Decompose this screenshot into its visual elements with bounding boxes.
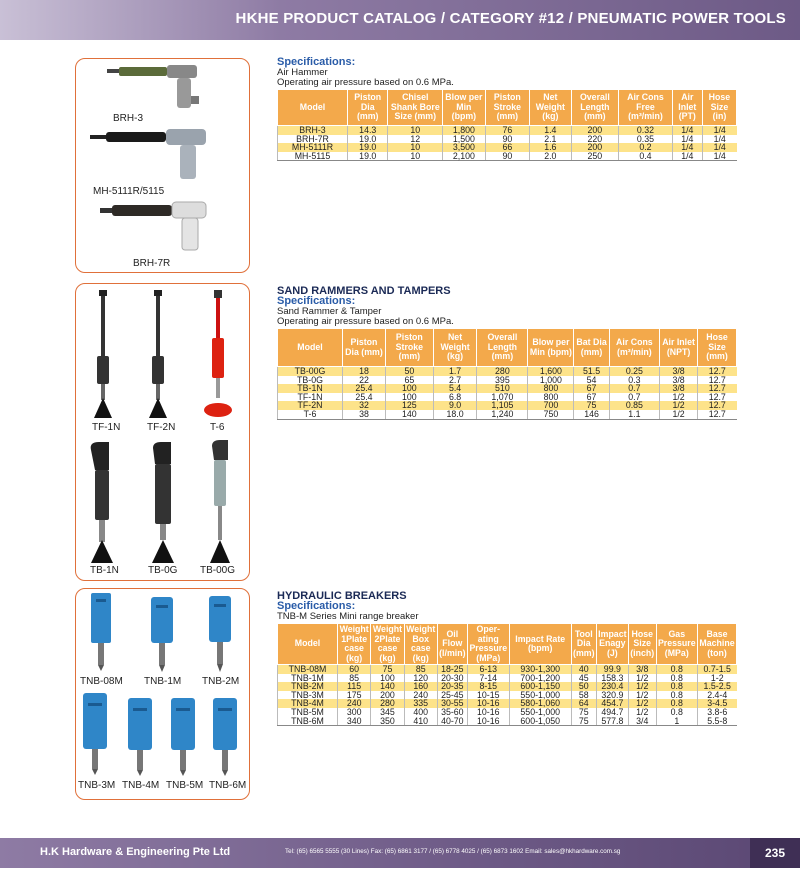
col-header: Chisel Shank Bore Size (mm) [388, 90, 443, 126]
col-header: Piston Dia (mm) [343, 329, 386, 367]
col-header: Bat Dia (mm) [574, 329, 609, 367]
cell: 40-70 [437, 717, 467, 726]
cell: 32 [343, 401, 386, 410]
cell: 1,800 [443, 126, 486, 135]
cell: 320.9 [596, 691, 628, 700]
cell: 1/2 [628, 708, 656, 717]
col-header: Blow per Min (bpm) [528, 329, 574, 367]
cell: 3/8 [628, 665, 656, 674]
cell: TNB-3M [278, 691, 338, 700]
col-header: Weight Box case (kg) [406, 624, 436, 663]
cell: 800 [528, 384, 574, 393]
cell: 100 [385, 384, 433, 393]
cell: 9.0 [433, 401, 477, 410]
breaker-tnb3m-image [80, 693, 110, 775]
table-row [278, 152, 737, 161]
cell: TF-1N [278, 393, 343, 402]
cell: 1,600 [528, 367, 574, 376]
cell: 3/8 [660, 367, 698, 376]
cell: 67 [574, 384, 609, 393]
col-header: Net Weight (kg) [530, 90, 571, 126]
cell: MH-5111R [278, 143, 348, 152]
tamper-tb1n-image [83, 440, 123, 565]
cell: 3-4.5 [697, 699, 736, 708]
cell: 1/4 [702, 143, 736, 152]
cell: 18.0 [433, 410, 477, 419]
cell: 0.8 [656, 699, 697, 708]
header-bar [0, 0, 800, 40]
cell: 0.3 [609, 376, 659, 385]
cell: 2,100 [443, 152, 486, 161]
cell: 3.8-6 [697, 708, 736, 717]
cell: 1/4 [672, 152, 702, 161]
cell: 1-2 [697, 674, 736, 683]
cell: 0.7 [609, 393, 659, 402]
cell: 7-14 [467, 674, 509, 683]
cell: 25.4 [343, 384, 386, 393]
cell: 18 [343, 367, 386, 376]
cell: 30-55 [437, 699, 467, 708]
cell: 65 [385, 376, 433, 385]
tamper-tb0g-image [143, 440, 183, 565]
cell: 19.0 [348, 135, 388, 144]
caption-tf2n: TF-2N [147, 422, 176, 433]
caption-tnb1m: TNB-1M [144, 676, 182, 687]
cell: 100 [385, 393, 433, 402]
cell: 67 [574, 393, 609, 402]
col-header: Net Weight (kg) [433, 329, 477, 367]
cell: TNB-6M [278, 717, 338, 726]
cell: 410 [404, 717, 437, 726]
caption-tnb5m: TNB-5M [166, 780, 204, 791]
breaker-tnb5m-image [168, 698, 198, 776]
cell: 90 [485, 135, 529, 144]
cell: 8-15 [467, 682, 509, 691]
cell: 115 [338, 682, 371, 691]
cell: 2.4-4 [697, 691, 736, 700]
breaker-tnb08m-image [88, 593, 114, 671]
hydraulic-breakers-title: HYDRAULIC BREAKERS [277, 590, 407, 602]
cell: 64 [571, 699, 596, 708]
cell: 200 [571, 126, 619, 135]
cell: 3,500 [443, 143, 486, 152]
cell: 12.7 [698, 393, 737, 402]
cell: 1,240 [477, 410, 528, 419]
caption-tb00g: TB-00G [200, 565, 236, 576]
col-header: Overall Length (mm) [571, 90, 619, 126]
table-row [278, 410, 737, 419]
cell: TB-1N [278, 384, 343, 393]
col-header: Piston Dia (mm) [348, 90, 388, 126]
cell: 0.32 [619, 126, 673, 135]
rammer-tf2n-image [143, 290, 173, 420]
col-header: Air Cons Free (m³/min) [619, 90, 673, 126]
cell: 22 [343, 376, 386, 385]
cell: TNB-4M [278, 699, 338, 708]
col-header: Oil Flow (l/min) [437, 624, 467, 665]
col-header: Hose Size (mm) [698, 329, 737, 367]
cell: TF-2N [278, 401, 343, 410]
cell: 25-45 [437, 691, 467, 700]
cell: 10 [388, 126, 443, 135]
sand-rammers-spec-table [277, 328, 737, 420]
col-header: Air Cons (m³/min) [609, 329, 659, 367]
cell: 85 [404, 665, 437, 674]
cell: 1 [656, 717, 697, 726]
sand-rammers-title: SAND RAMMERS AND TAMPERS [277, 285, 451, 297]
cell: 0.7 [609, 384, 659, 393]
tamper-tb00g-image [200, 440, 240, 565]
cell: 230.4 [596, 682, 628, 691]
col-header: Base Machine (ton) [697, 624, 736, 665]
cell: 350 [371, 717, 404, 726]
col-header: Overall Length (mm) [477, 329, 528, 367]
cell: 3/8 [660, 384, 698, 393]
cell: TNB-08M [278, 665, 338, 674]
cell: 0.8 [656, 682, 697, 691]
caption-tnb3m: TNB-3M [78, 780, 116, 791]
cell: 1.5-2.5 [697, 682, 736, 691]
cell: 0.8 [656, 708, 697, 717]
col-header: Gas Pressure (MPa) [656, 624, 697, 665]
cell: 140 [371, 682, 404, 691]
catalog-title: HKHE PRODUCT CATALOG / CATEGORY #12 / PNEUMATIC POWER TOOLS [235, 10, 786, 27]
cell: 20-30 [437, 674, 467, 683]
cell: TB-00G [278, 367, 343, 376]
cell: 2.7 [433, 376, 477, 385]
cell: 550-1,000 [509, 691, 571, 700]
col-header: Model [278, 624, 338, 665]
cell: 54 [574, 376, 609, 385]
air-hammer-brh3-image [105, 62, 215, 112]
cell: 700 [528, 401, 574, 410]
cell: 5.5-8 [697, 717, 736, 726]
cell: TB-0G [278, 376, 343, 385]
cell: 12 [388, 135, 443, 144]
cell: 1,070 [477, 393, 528, 402]
cell: 930-1,300 [509, 665, 571, 674]
cell: 75 [371, 665, 404, 674]
cell: TNB-1M [278, 674, 338, 683]
air-hammer-brh7r-image [98, 198, 213, 256]
cell: 1/2 [660, 393, 698, 402]
cell: 280 [371, 699, 404, 708]
cell: 1.1 [609, 410, 659, 419]
cell: T-6 [278, 410, 343, 419]
cell: 12.7 [698, 384, 737, 393]
cell: BRH-3 [278, 126, 348, 135]
cell: 454.7 [596, 699, 628, 708]
cell: 10 [388, 152, 443, 161]
air-hammer-spec-table [277, 89, 737, 161]
cell: 1,105 [477, 401, 528, 410]
rammer-t6-image [200, 290, 236, 420]
caption-tb1n: TB-1N [90, 565, 119, 576]
breaker-tnb2m-image [205, 596, 235, 672]
caption-tnb4m: TNB-4M [122, 780, 160, 791]
cell: 510 [477, 384, 528, 393]
caption-mh5111r-5115: MH-5111R/5115 [93, 186, 165, 197]
caption-tb0g: TB-0G [148, 565, 178, 576]
cell: 1/2 [660, 401, 698, 410]
cell: 3/4 [628, 717, 656, 726]
cell: 200 [371, 691, 404, 700]
cell: 1/2 [660, 410, 698, 419]
cell: 160 [404, 682, 437, 691]
cell: 51.5 [574, 367, 609, 376]
table-header-row [278, 624, 737, 665]
cell: 50 [385, 367, 433, 376]
cell: 120 [404, 674, 437, 683]
table-header-row [278, 329, 737, 367]
caption-tnb08m: TNB-08M [80, 676, 123, 687]
cell: 10-16 [467, 717, 509, 726]
footer-bar [0, 838, 800, 868]
cell: 1/2 [628, 674, 656, 683]
hydraulic-breakers-spec-label: Specifications: [277, 600, 356, 612]
cell: 1/4 [702, 135, 736, 144]
cell: MH-5115 [278, 152, 348, 161]
cell: 280 [477, 367, 528, 376]
cell: 1/4 [702, 152, 736, 161]
cell: 25.4 [343, 393, 386, 402]
cell: 20-35 [437, 682, 467, 691]
cell: 75 [571, 708, 596, 717]
cell: 1.6 [530, 143, 571, 152]
cell: 12.7 [698, 410, 737, 419]
cell: 600-1,050 [509, 717, 571, 726]
col-header: Tool Dia (mm) [571, 624, 596, 665]
cell: 38 [343, 410, 386, 419]
col-header: Hose Size (in) [702, 90, 736, 126]
col-header: Impact Enagy (J) [596, 624, 628, 665]
table-header-row [278, 90, 737, 126]
air-hammer-subtitle: Air Hammer [277, 67, 328, 78]
cell: 1/4 [672, 126, 702, 135]
cell: 494.7 [596, 708, 628, 717]
cell: 0.7-1.5 [697, 665, 736, 674]
cell: 1,500 [443, 135, 486, 144]
cell: 0.85 [609, 401, 659, 410]
cell: 90 [485, 152, 529, 161]
cell: 0.8 [656, 674, 697, 683]
cell: 577.8 [596, 717, 628, 726]
cell: 60 [338, 665, 371, 674]
cell: 76 [485, 126, 529, 135]
cell: 340 [338, 717, 371, 726]
cell: 19.0 [348, 143, 388, 152]
cell: 0.2 [619, 143, 673, 152]
cell: 10-15 [467, 691, 509, 700]
rammer-tf1n-image [88, 290, 118, 420]
cell: 6.8 [433, 393, 477, 402]
cell: 1.7 [433, 367, 477, 376]
breaker-tnb6m-image [210, 698, 240, 776]
cell: 58 [571, 691, 596, 700]
cell: 345 [371, 708, 404, 717]
cell: TNB-2M [278, 682, 338, 691]
cell: 0.35 [619, 135, 673, 144]
cell: 800 [528, 393, 574, 402]
cell: 75 [574, 401, 609, 410]
sand-rammers-spec-label: Specifications: [277, 295, 356, 307]
cell: TNB-5M [278, 708, 338, 717]
cell: 12.7 [698, 376, 737, 385]
cell: 1/2 [628, 691, 656, 700]
col-header: Model [278, 90, 348, 126]
cell: 35-60 [437, 708, 467, 717]
sand-rammers-note: Operating air pressure based on 0.6 MPa. [277, 316, 454, 327]
col-header: Air Inlet (PT) [672, 90, 702, 126]
cell: 1/4 [672, 135, 702, 144]
cell: 580-1,060 [509, 699, 571, 708]
sand-rammers-subtitle: Sand Rammer & Tamper [277, 306, 382, 317]
col-header: Oper-ating Pressure (MPa) [467, 624, 509, 665]
hydraulic-breakers-subtitle: TNB-M Series Mini range breaker [277, 611, 419, 622]
cell: 99.9 [596, 665, 628, 674]
cell: 75 [571, 717, 596, 726]
cell: 400 [404, 708, 437, 717]
cell: 1.4 [530, 126, 571, 135]
col-header: Piston Stroke (mm) [485, 90, 529, 126]
table-row [278, 717, 737, 726]
cell: 2.0 [530, 152, 571, 161]
contact-info: Tel: (65) 6565 5555 (30 Lines) Fax: (65) 6861 3177 / (65) 6778 4025 / (65) 6873 1602 Email: sales@hkhardware.com.sg [285, 848, 621, 855]
col-header: Hose Size (inch) [628, 624, 656, 665]
cell: 0.4 [619, 152, 673, 161]
cell: 0.25 [609, 367, 659, 376]
cell: 700-1,200 [509, 674, 571, 683]
cell: 600-1,150 [509, 682, 571, 691]
cell: 14.3 [348, 126, 388, 135]
cell: 146 [574, 410, 609, 419]
cell: 12.7 [698, 401, 737, 410]
cell: 158.3 [596, 674, 628, 683]
cell: 0.8 [656, 665, 697, 674]
cell: 750 [528, 410, 574, 419]
cell: 5.4 [433, 384, 477, 393]
hydraulic-breakers-spec-table [277, 623, 737, 726]
cell: 12.7 [698, 367, 737, 376]
cell: 250 [571, 152, 619, 161]
cell: BRH-7R [278, 135, 348, 144]
air-hammer-note: Operating air pressure based on 0.6 MPa. [277, 77, 454, 88]
col-header: Air Inlet (NPT) [660, 329, 698, 367]
cell: 1,000 [528, 376, 574, 385]
cell: 10-16 [467, 699, 509, 708]
cell: 85 [338, 674, 371, 683]
company-name: H.K Hardware & Engineering Pte Ltd [40, 846, 231, 858]
cell: 0.8 [656, 691, 697, 700]
cell: 50 [571, 682, 596, 691]
cell: 2.1 [530, 135, 571, 144]
cell: 1/4 [702, 126, 736, 135]
col-header: Model [278, 329, 343, 367]
air-hammer-spec-label: Specifications: [277, 56, 356, 68]
caption-brh3: BRH-3 [113, 113, 144, 124]
cell: 200 [571, 143, 619, 152]
col-header: Impact Rate (bpm) [509, 624, 571, 665]
cell: 240 [404, 691, 437, 700]
caption-tnb2m: TNB-2M [202, 676, 240, 687]
col-header: Weight 2Plate case (kg) [371, 624, 404, 665]
col-header: Blow per Min (bpm) [443, 90, 486, 126]
cell: 18-25 [437, 665, 467, 674]
breaker-tnb1m-image [147, 597, 177, 672]
cell: 1/4 [672, 143, 702, 152]
table-row [278, 665, 737, 674]
cell: 1/2 [628, 682, 656, 691]
caption-tf1n: TF-1N [92, 422, 121, 433]
cell: 395 [477, 376, 528, 385]
cell: 100 [371, 674, 404, 683]
cell: 6-13 [467, 665, 509, 674]
cell: 66 [485, 143, 529, 152]
cell: 300 [338, 708, 371, 717]
page-number: 235 [750, 838, 800, 868]
breaker-tnb4m-image [125, 698, 155, 776]
cell: 240 [338, 699, 371, 708]
cell: 10 [388, 143, 443, 152]
cell: 140 [385, 410, 433, 419]
caption-brh7r: BRH-7R [133, 258, 171, 269]
col-header: Piston Stroke (mm) [385, 329, 433, 367]
cell: 220 [571, 135, 619, 144]
cell: 45 [571, 674, 596, 683]
caption-tnb6m: TNB-6M [209, 780, 247, 791]
cell: 175 [338, 691, 371, 700]
col-header: Weight 1Plate case (kg) [338, 624, 371, 665]
cell: 19.0 [348, 152, 388, 161]
air-hammer-mh5111r-image [88, 125, 218, 185]
caption-t6: T-6 [210, 422, 225, 433]
cell: 335 [404, 699, 437, 708]
cell: 1/2 [628, 699, 656, 708]
cell: 40 [571, 665, 596, 674]
cell: 10-16 [467, 708, 509, 717]
cell: 3/8 [660, 376, 698, 385]
cell: 550-1,000 [509, 708, 571, 717]
cell: 125 [385, 401, 433, 410]
